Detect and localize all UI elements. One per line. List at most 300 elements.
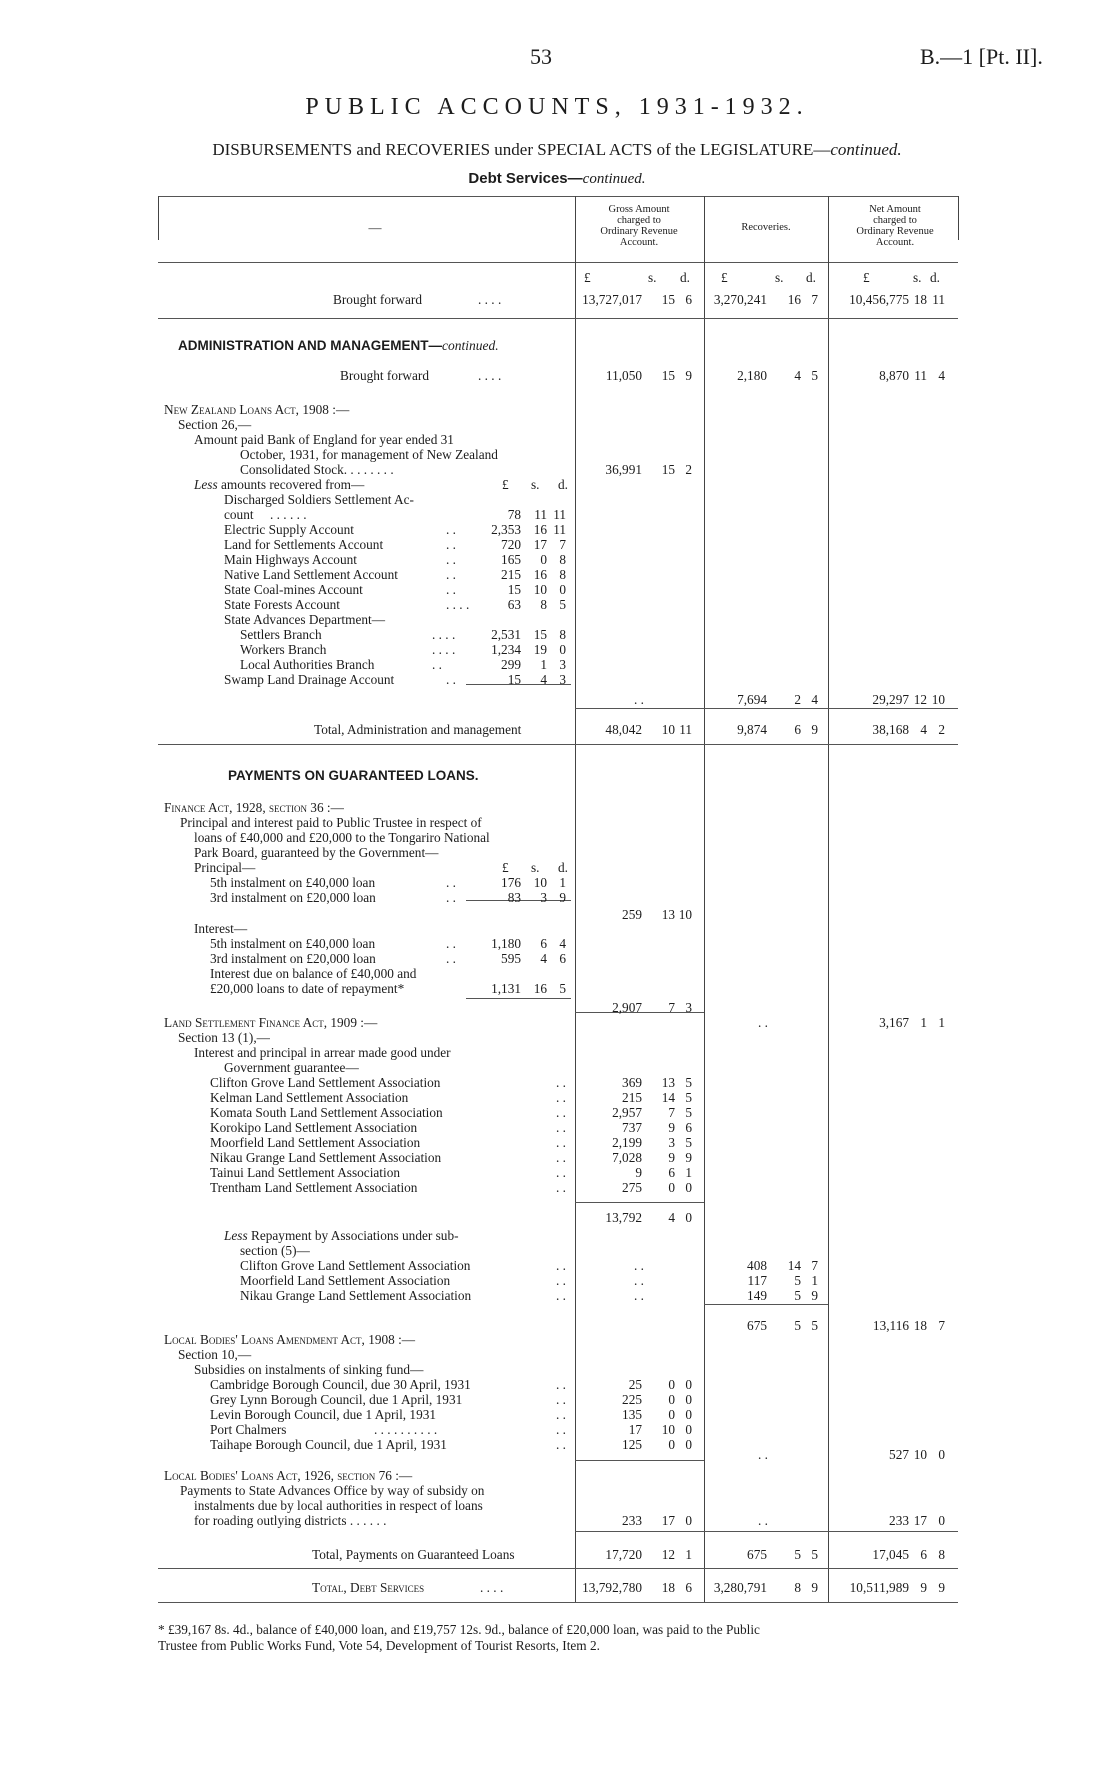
- nz-loans-act-heading: New Zealand Loans Act, 1908 :—: [164, 402, 350, 417]
- lb26-net-pounds: 233: [889, 1513, 909, 1528]
- table-top-rule: [158, 196, 958, 197]
- bank-of-england-desc-3: Consolidated Stock. . . . . . . .: [240, 462, 394, 477]
- leader-dots: . .: [556, 1407, 566, 1422]
- brought-forward-gross-pounds: 13,727,017: [582, 292, 642, 307]
- repayment-gross-dots: . .: [634, 1273, 644, 1288]
- repayment-gross-dots: . .: [634, 1258, 644, 1273]
- admin-brought-forward-label: Brought forward: [340, 368, 429, 383]
- admin-net-total-shillings: 12: [913, 692, 927, 707]
- section-13-label: Section 13 (1),—: [178, 1030, 270, 1045]
- association-amount-pounds: 7,028: [612, 1150, 642, 1165]
- association-amount-pence: 5: [685, 1075, 692, 1090]
- land-desc-2: Government guarantee—: [224, 1060, 359, 1075]
- borough-council-label: Cambridge Borough Council, due 30 April, 1931: [210, 1377, 471, 1392]
- net-column-rule: [828, 196, 829, 1603]
- interest-item-label: 3rd instalment on £20,000 loan: [210, 951, 376, 966]
- borough-council-amount-pence: 0: [685, 1407, 692, 1422]
- grand-total-gross-shillings: 18: [661, 1580, 675, 1595]
- association-amount-shillings: 0: [668, 1180, 675, 1195]
- admin-total-recoveries-pence: 9: [811, 722, 818, 737]
- borough-council-amount-pounds: 17: [628, 1422, 642, 1437]
- interest-item-pounds: 1,180: [491, 936, 521, 951]
- borough-council-amount-pounds: 225: [622, 1392, 642, 1407]
- land-settlement-final-net-pence: 7: [938, 1318, 945, 1333]
- recovery-item-pence: 7: [559, 537, 566, 552]
- guaranteed-total-gross-shillings: 12: [661, 1547, 675, 1562]
- principal-total-pounds: 259: [622, 907, 642, 922]
- admin-recoveries-total-pounds: 7,694: [737, 692, 767, 707]
- finance-desc-2: loans of £40,000 and £20,000 to the Tongariro National: [194, 830, 490, 845]
- bank-of-england-desc-2: October, 1931, for management of New Zealand: [240, 447, 498, 462]
- principal-shillings-sign: s.: [531, 860, 540, 875]
- lb26-desc-1: Payments to State Advances Office by way of subsidy on: [180, 1483, 485, 1498]
- recovery-item-label: Native Land Settlement Account: [224, 567, 398, 582]
- recovery-item-label: Electric Supply Account: [224, 522, 354, 537]
- finance-desc-3: Park Board, guaranteed by the Government—: [194, 845, 439, 860]
- borough-council-amount-pence: 0: [685, 1377, 692, 1392]
- repayment-amount-shillings: 5: [794, 1288, 801, 1303]
- interest-item-pounds: 595: [501, 951, 521, 966]
- leader-dots: . .: [556, 1150, 566, 1165]
- bank-of-england-amount-pence: 2: [685, 462, 692, 477]
- association-label: Korokipo Land Settlement Association: [210, 1120, 418, 1135]
- lb26-gross-shillings: 17: [661, 1513, 675, 1528]
- principal-label: Principal—: [194, 860, 256, 875]
- admin-total-gross-shillings: 10: [661, 722, 675, 737]
- guaranteed-total-label: Total, Payments on Guaranteed Loans: [312, 1547, 515, 1562]
- leader-dots: . .: [446, 582, 456, 597]
- leader-dots: . . . . . . . . . .: [374, 1422, 438, 1437]
- leader-dots: . .: [556, 1105, 566, 1120]
- brought-forward-rule: [158, 318, 958, 319]
- repayment-amount-pounds: 117: [747, 1273, 767, 1288]
- recovery-item-label: State Forests Account: [224, 597, 340, 612]
- lb26-gross-pence: 0: [685, 1513, 692, 1528]
- associations-total-shillings: 4: [668, 1210, 675, 1225]
- association-amount-pence: 9: [685, 1150, 692, 1165]
- recovery-item-pounds: 15: [507, 672, 521, 687]
- brought-forward-recoveries-pence: 7: [811, 292, 818, 307]
- page-number: 53: [530, 44, 552, 69]
- leader-dots: . . . .: [446, 597, 470, 612]
- borough-council-label: Taihape Borough Council, due 1 April, 1931: [210, 1437, 447, 1452]
- recovery-item-label: State Coal-mines Account: [224, 582, 363, 597]
- admin-total-net-pounds: 38,168: [872, 722, 909, 737]
- table-bottom-rule: [158, 1602, 958, 1603]
- recovery-item-pence: 3: [559, 657, 566, 672]
- recovery-item-label: count: [224, 507, 254, 522]
- footnote: * £39,167 8s. 4d., balance of £40,000 loan, and £19,757 12s. 9d., balance of £20,000 loan, was paid to the Public Trustee from Public Works Fund, Vote 54, Development of Tourist Resorts, Item 2.: [158, 1622, 760, 1653]
- borough-council-amount-shillings: 0: [668, 1392, 675, 1407]
- header-bottom-rule: [158, 262, 958, 263]
- interest-item-pence: 6: [559, 951, 566, 966]
- admin-bf-gross-pence: 9: [685, 368, 692, 383]
- recovery-item-pence: 5: [559, 597, 566, 612]
- association-amount-pounds: 9: [635, 1165, 642, 1180]
- leader-dots: . .: [446, 672, 456, 687]
- association-amount-shillings: 7: [668, 1105, 675, 1120]
- interest-item-shillings: 4: [540, 951, 547, 966]
- leader-dots: . .: [556, 1135, 566, 1150]
- net-pounds-sign: £: [863, 270, 870, 285]
- leader-dots: . .: [432, 657, 442, 672]
- local-bodies-1926-act-heading: Local Bodies' Loans Act, 1926, section 76 :—: [164, 1468, 413, 1483]
- gross-column-rule: [575, 196, 576, 1603]
- local-bodies-amendment-act-heading: Local Bodies' Loans Amendment Act, 1908 :—: [164, 1332, 416, 1347]
- association-amount-pounds: 2,199: [612, 1135, 642, 1150]
- recovery-item-shillings: 10: [533, 582, 547, 597]
- repayments-total-pounds: 675: [747, 1318, 767, 1333]
- borough-council-label: Levin Borough Council, due 1 April, 1931: [210, 1407, 437, 1422]
- principal-item-label: 5th instalment on £40,000 loan: [210, 875, 376, 890]
- land-recoveries-dots: . .: [758, 1015, 768, 1030]
- leader-dots: . .: [556, 1273, 566, 1288]
- recovery-item-shillings: 1: [540, 657, 547, 672]
- association-amount-pence: 5: [685, 1090, 692, 1105]
- leader-dots: . . . . . .: [270, 507, 307, 522]
- interest-item-shillings: 6: [540, 936, 547, 951]
- admin-heading-cont: continued.: [441, 338, 499, 353]
- local-bodies-recoveries-dots: . .: [758, 1447, 768, 1462]
- net-pence-sign: d.: [930, 270, 940, 285]
- guaranteed-loans-heading: PAYMENTS ON GUARANTEED LOANS.: [228, 768, 479, 783]
- association-amount-shillings: 6: [668, 1165, 675, 1180]
- recovery-item-pence: 8: [559, 567, 566, 582]
- sinking-fund-label: Subsidies on instalments of sinking fund—: [194, 1362, 424, 1377]
- finance-act-heading: Finance Act, 1928, section 36 :—: [164, 800, 344, 815]
- lb26-gross-pounds: 233: [622, 1513, 642, 1528]
- borough-council-amount-pence: 0: [685, 1437, 692, 1452]
- brought-forward-net-pounds: 10,456,775: [849, 292, 909, 307]
- page-subtitle: DISBURSEMENTS and RECOVERIES under SPECIAL ACTS of the LEGISLATURE—continued.: [212, 140, 902, 159]
- repayment-less-label: Less Repayment by Associations under sub-: [224, 1228, 459, 1243]
- recovery-item-pounds: 78: [507, 507, 521, 522]
- leader-dots: . . . .: [478, 368, 502, 383]
- recovery-item-shillings: 11: [534, 507, 547, 522]
- recovery-item-pounds: 165: [501, 552, 521, 567]
- admin-recoveries-total-pence: 4: [811, 692, 818, 707]
- association-amount-pounds: 737: [622, 1120, 642, 1135]
- guaranteed-total-recoveries-shillings: 5: [794, 1547, 801, 1562]
- recovery-item-label: Land for Settlements Account: [224, 537, 384, 552]
- repayment-gross-dots: . .: [634, 1288, 644, 1303]
- rec-pounds-sign: £: [721, 270, 728, 285]
- association-amount-shillings: 13: [661, 1075, 675, 1090]
- recovery-item-label: Swamp Land Drainage Account: [224, 672, 395, 687]
- gross-pence-sign: d.: [680, 270, 690, 285]
- admin-total-gross-pence: 11: [679, 722, 692, 737]
- association-subtotal-rule: [575, 1202, 704, 1203]
- repayment-amount-pence: 7: [811, 1258, 818, 1273]
- local-bodies-rule: [575, 1460, 704, 1461]
- recovery-item-shillings: 0: [540, 552, 547, 567]
- recovery-item-shillings: 19: [533, 642, 547, 657]
- repayment-subtotal-rule: [704, 1304, 828, 1305]
- leader-dots: . .: [556, 1090, 566, 1105]
- guaranteed-total-recoveries-pence: 5: [811, 1547, 818, 1562]
- brought-forward-gross-pence: 6: [685, 292, 692, 307]
- recovery-item-label: Main Highways Account: [224, 552, 357, 567]
- borough-council-amount-shillings: 10: [661, 1422, 675, 1437]
- repayment-amount-pence: 9: [811, 1288, 818, 1303]
- admin-recoveries-total-shillings: 2: [794, 692, 801, 707]
- association-amount-pounds: 275: [622, 1180, 642, 1195]
- guaranteed-total-recoveries-pounds: 675: [747, 1547, 767, 1562]
- less-prefix: Less: [224, 1228, 251, 1243]
- recovery-item-pence: 0: [559, 642, 566, 657]
- land-settlement-final-net-pounds: 13,116: [872, 1318, 909, 1333]
- association-label: Clifton Grove Land Settlement Association: [210, 1075, 441, 1090]
- interest-total-pounds: 2,907: [612, 1000, 642, 1015]
- principal-total-pence: 10: [678, 907, 692, 922]
- association-amount-shillings: 3: [668, 1135, 675, 1150]
- rec-shillings-sign: s.: [775, 270, 784, 285]
- association-amount-pounds: 2,957: [612, 1105, 642, 1120]
- admin-net-total-pounds: 29,297: [872, 692, 909, 707]
- bank-of-england-desc-1: Amount paid Bank of England for year ended 31: [194, 432, 454, 447]
- recovery-item-pounds: 2,531: [491, 627, 521, 642]
- grand-total-net-pence: 9: [938, 1580, 945, 1595]
- interest-total-pence: 3: [685, 1000, 692, 1015]
- admin-bf-net-pounds: 8,870: [879, 368, 909, 383]
- net-shillings-sign: s.: [913, 270, 922, 285]
- grand-total-recoveries-pence: 9: [811, 1580, 818, 1595]
- recovery-item-label: Settlers Branch: [240, 627, 322, 642]
- grand-total-recoveries-pounds: 3,280,791: [713, 1580, 767, 1595]
- guaranteed-total-net-pence: 8: [938, 1547, 945, 1562]
- admin-total-recoveries-pounds: 9,874: [737, 722, 767, 737]
- admin-less-label: Less amounts recovered from—: [194, 477, 365, 492]
- principal-pence-sign: d.: [558, 860, 568, 875]
- recovery-item-shillings: 15: [533, 627, 547, 642]
- bank-of-england-amount-pounds: 36,991: [605, 462, 642, 477]
- borough-council-amount-pence: 0: [685, 1422, 692, 1437]
- total-top-rule: [575, 708, 958, 709]
- borough-council-amount-pounds: 135: [622, 1407, 642, 1422]
- interest-item-label: Interest due on balance of £40,000 and: [210, 966, 417, 981]
- principal-item-shillings: 3: [540, 890, 547, 905]
- association-label: Kelman Land Settlement Association: [210, 1090, 409, 1105]
- leader-dots: . .: [556, 1437, 566, 1452]
- recovery-item-pence: 8: [559, 552, 566, 567]
- admin-bf-net-pence: 4: [938, 368, 945, 383]
- association-amount-pence: 0: [685, 1180, 692, 1195]
- land-desc-1: Interest and principal in arrear made good under: [194, 1045, 451, 1060]
- interest-item-pounds: 1,131: [491, 981, 521, 996]
- association-amount-shillings: 14: [661, 1090, 675, 1105]
- brought-forward-net-shillings: 18: [913, 292, 927, 307]
- association-label: Komata South Land Settlement Association: [210, 1105, 443, 1120]
- leader-dots: . .: [446, 875, 456, 890]
- local-bodies-net-pounds: 527: [889, 1447, 909, 1462]
- gross-pounds-sign: £: [584, 270, 591, 285]
- recovery-item-pence: 11: [553, 522, 566, 537]
- interest-item-label: 5th instalment on £40,000 loan: [210, 936, 376, 951]
- grand-total-label: Total, Debt Services: [312, 1580, 425, 1595]
- grand-total-gross-pounds: 13,792,780: [582, 1580, 642, 1595]
- association-amount-pence: 1: [685, 1165, 692, 1180]
- recovery-item-shillings: 4: [540, 672, 547, 687]
- leader-dots: . .: [556, 1288, 566, 1303]
- principal-item-pence: 9: [559, 890, 566, 905]
- recovery-item-pounds: 1,234: [491, 642, 521, 657]
- admin-gross-dots: . .: [634, 692, 644, 707]
- repayment-label: Nikau Grange Land Settlement Association: [240, 1288, 472, 1303]
- gross-shillings-sign: s.: [648, 270, 657, 285]
- borough-council-label: Port Chalmers: [210, 1422, 287, 1437]
- leader-dots: . .: [556, 1422, 566, 1437]
- guaranteed-total-gross-pounds: 17,720: [605, 1547, 642, 1562]
- admin-bf-net-shillings: 11: [914, 368, 927, 383]
- interest-subtotal-rule: [466, 998, 571, 999]
- repayment-amount-pounds: 149: [747, 1288, 767, 1303]
- leader-dots: . .: [556, 1165, 566, 1180]
- repayments-total-pence: 5: [811, 1318, 818, 1333]
- lb26-desc-3: for roading outlying districts . . . . . .: [194, 1513, 387, 1528]
- principal-item-label: 3rd instalment on £20,000 loan: [210, 890, 376, 905]
- association-amount-shillings: 9: [668, 1120, 675, 1135]
- admin-bf-recoveries-pounds: 2,180: [737, 368, 767, 383]
- leader-dots: . .: [446, 567, 456, 582]
- associations-total-pounds: 13,792: [605, 1210, 642, 1225]
- guaranteed-total-top-rule: [575, 1531, 958, 1532]
- leader-dots: . .: [446, 552, 456, 567]
- leader-dots: . .: [556, 1075, 566, 1090]
- recoveries-column-rule: [704, 196, 705, 1603]
- recovery-item-pounds: 2,353: [491, 522, 521, 537]
- local-bodies-net-pence: 0: [938, 1447, 945, 1462]
- leader-dots: . .: [556, 1120, 566, 1135]
- admin-total-net-pence: 2: [938, 722, 945, 737]
- association-label: Nikau Grange Land Settlement Association: [210, 1150, 442, 1165]
- column-header-recoveries: Recoveries.: [741, 222, 791, 233]
- leader-dots: . .: [556, 1180, 566, 1195]
- sub-pence-sign: d.: [558, 477, 568, 492]
- admin-net-total-pence: 10: [931, 692, 945, 707]
- recovery-item-label: State Advances Department—: [224, 612, 385, 627]
- repayment-amount-pounds: 408: [747, 1258, 767, 1273]
- recovery-item-pounds: 299: [501, 657, 521, 672]
- section-10-label: Section 10,—: [178, 1347, 252, 1362]
- recovery-item-label: Local Authorities Branch: [240, 657, 375, 672]
- recovery-item-pence: 3: [559, 672, 566, 687]
- association-label: Moorfield Land Settlement Association: [210, 1135, 421, 1150]
- association-label: Tainui Land Settlement Association: [210, 1165, 400, 1180]
- sub-shillings-sign: s.: [531, 477, 540, 492]
- association-amount-shillings: 9: [668, 1150, 675, 1165]
- admin-bf-gross-shillings: 15: [661, 368, 675, 383]
- admin-bf-gross-pounds: 11,050: [605, 368, 642, 383]
- recovery-item-label: Workers Branch: [240, 642, 327, 657]
- lb26-net-pence: 0: [938, 1513, 945, 1528]
- guaranteed-total-net-pounds: 17,045: [872, 1547, 909, 1562]
- admin-section-end-rule: [158, 744, 958, 745]
- recovery-item-pounds: 63: [507, 597, 521, 612]
- recovery-item-pence: 11: [553, 507, 566, 522]
- association-amount-pounds: 215: [622, 1090, 642, 1105]
- land-settlement-net-pence: 1: [938, 1015, 945, 1030]
- admin-bf-recoveries-shillings: 4: [794, 368, 801, 383]
- principal-item-pounds: 83: [507, 890, 521, 905]
- finance-desc-1: Principal and interest paid to Public Trustee in respect of: [180, 815, 482, 830]
- repayment-amount-shillings: 5: [794, 1273, 801, 1288]
- recovery-item-pence: 0: [559, 582, 566, 597]
- recovery-item-shillings: 8: [540, 597, 547, 612]
- leader-dots: . .: [556, 1392, 566, 1407]
- recovery-item-pounds: 15: [507, 582, 521, 597]
- repayment-label: Clifton Grove Land Settlement Association: [240, 1258, 471, 1273]
- borough-council-amount-shillings: 0: [668, 1437, 675, 1452]
- association-amount-pounds: 369: [622, 1075, 642, 1090]
- guaranteed-total-gross-pence: 1: [685, 1547, 692, 1562]
- leader-dots: . .: [446, 890, 456, 905]
- land-settlement-net-shillings: 1: [920, 1015, 927, 1030]
- local-bodies-net-shillings: 10: [913, 1447, 927, 1462]
- admin-total-gross-pounds: 48,042: [605, 722, 642, 737]
- less-prefix: Less: [194, 477, 221, 492]
- bank-of-england-amount-shillings: 15: [661, 462, 675, 477]
- recovery-item-label: Discharged Soldiers Settlement Ac-: [224, 492, 414, 507]
- grand-total-recoveries-shillings: 8: [794, 1580, 801, 1595]
- column-header-blank: —: [368, 220, 382, 235]
- rec-pence-sign: d.: [806, 270, 816, 285]
- associations-total-pence: 0: [685, 1210, 692, 1225]
- principal-total-shillings: 13: [661, 907, 675, 922]
- interest-item-pence: 4: [559, 936, 566, 951]
- repayment-amount-shillings: 14: [787, 1258, 801, 1273]
- page-title: PUBLIC ACCOUNTS, 1931-1932.: [305, 94, 809, 120]
- brought-forward-label: Brought forward: [333, 292, 422, 307]
- leader-dots: . .: [446, 522, 456, 537]
- association-amount-pence: 5: [685, 1105, 692, 1120]
- interest-total-shillings: 7: [668, 1000, 675, 1015]
- borough-council-label: Grey Lynn Borough Council, due 1 April, 1931: [210, 1392, 463, 1407]
- grand-total-top-rule: [158, 1568, 958, 1569]
- leader-dots: . . . .: [480, 1580, 504, 1595]
- report-reference: B.—1 [Pt. II].: [920, 44, 1043, 69]
- association-amount-pence: 6: [685, 1120, 692, 1135]
- left-edge-rule: [158, 196, 159, 240]
- column-header-gross: Gross Amount charged to Ordinary Revenue Account.: [600, 204, 678, 248]
- leader-dots: . .: [446, 537, 456, 552]
- principal-item-shillings: 10: [533, 875, 547, 890]
- borough-council-amount-pounds: 25: [628, 1377, 642, 1392]
- guaranteed-total-net-shillings: 6: [920, 1547, 927, 1562]
- interest-item-pence: 5: [559, 981, 566, 996]
- leader-dots: . . . .: [478, 292, 502, 307]
- repayment-less-label-2: section (5)—: [240, 1243, 310, 1258]
- grand-total-net-pounds: 10,511,989: [849, 1580, 909, 1595]
- leader-dots: . .: [446, 951, 456, 966]
- section-26-label: Section 26,—: [178, 417, 252, 432]
- recovery-item-pounds: 215: [501, 567, 521, 582]
- lb26-desc-2: instalments due by local authorities in respect of loans: [194, 1498, 483, 1513]
- grand-total-gross-pence: 6: [685, 1580, 692, 1595]
- column-header-net: Net Amount charged to Ordinary Revenue Account.: [856, 204, 934, 248]
- recovery-item-shillings: 16: [533, 522, 547, 537]
- admin-total-net-shillings: 4: [920, 722, 927, 737]
- repayment-label: Moorfield Land Settlement Association: [240, 1273, 451, 1288]
- sub-pounds-sign: £: [502, 477, 509, 492]
- interest-label: Interest—: [194, 921, 248, 936]
- land-settlement-final-net-shillings: 18: [913, 1318, 927, 1333]
- leader-dots: . .: [446, 936, 456, 951]
- recovery-item-pounds: 720: [501, 537, 521, 552]
- leader-dots: . . . .: [432, 627, 456, 642]
- borough-council-amount-pounds: 125: [622, 1437, 642, 1452]
- recovery-item-shillings: 16: [533, 567, 547, 582]
- borough-council-amount-shillings: 0: [668, 1377, 675, 1392]
